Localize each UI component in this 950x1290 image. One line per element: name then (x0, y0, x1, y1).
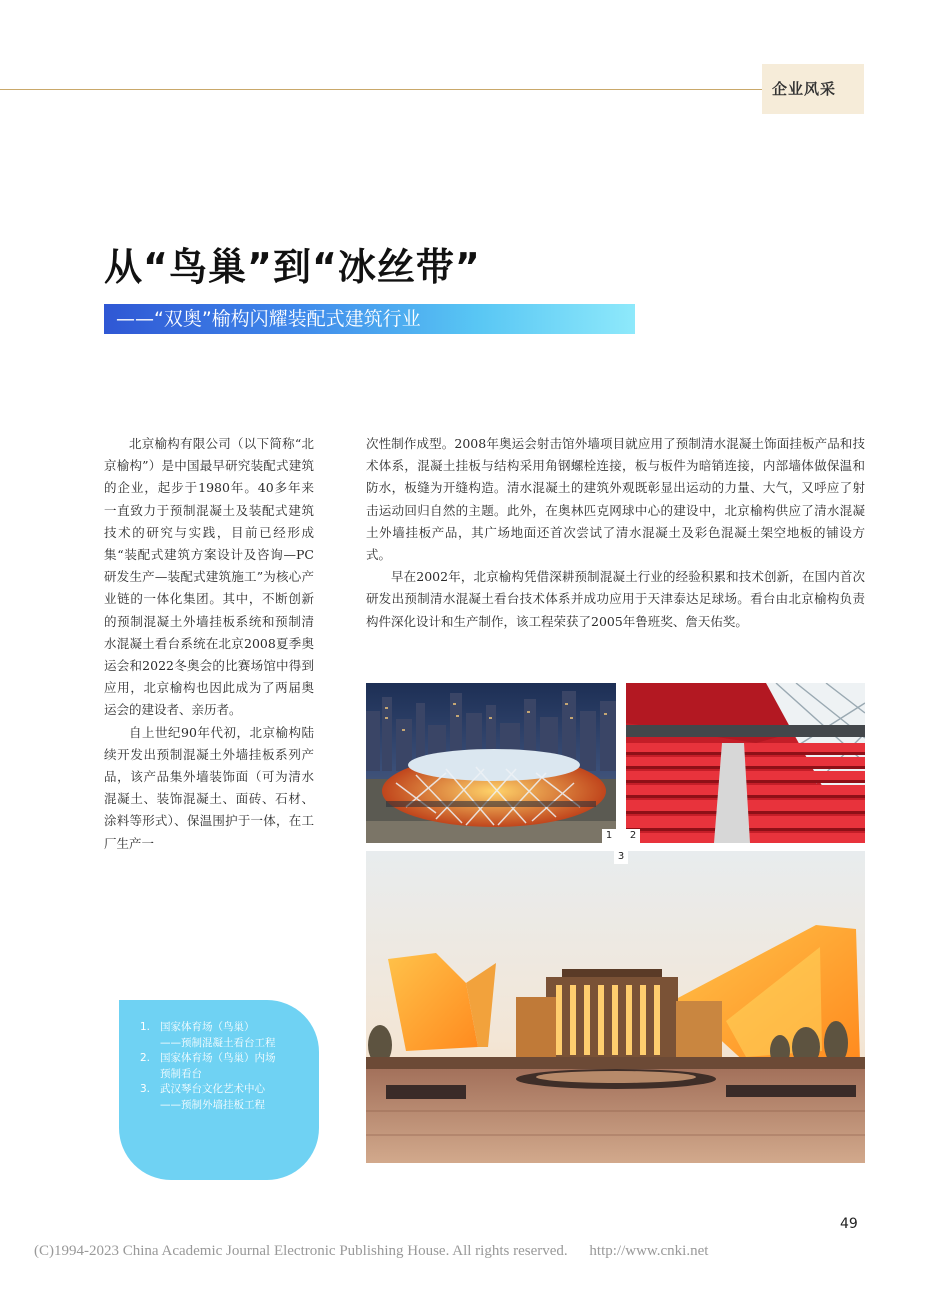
caption-number: 3. (140, 1083, 151, 1095)
photo-label: 1 (602, 829, 616, 843)
article-title: 从“鸟巢”到“冰丝带” (104, 245, 481, 289)
caption-number: 2. (140, 1052, 151, 1064)
photo-birds-nest-interior (626, 683, 865, 843)
caption-item (136, 1051, 314, 1082)
caption-number: 1. (140, 1021, 151, 1033)
caption-item (136, 1020, 314, 1051)
caption-detail: ——预制混凝土看台工程 (160, 1036, 276, 1049)
right-column (366, 433, 865, 633)
photo-label: 2 (626, 829, 640, 843)
caption-detail: ——预制外墙挂板工程 (160, 1098, 265, 1111)
body-paragraph: 次性制作成型。2008年奥运会射击馆外墙项目就应用了预制清水混凝土饰面挂板产品和技术体系，混凝土挂板与结构采用角钢螺栓连接，板与板件为暗销连接，内部墙体做保温和防水，板缝为开缝构造。清水混凝土的建筑外观既彰显出运动的力量、大气，又呼应了射击运动回归自然的主题。此外，在奥林匹克网球中心的建设中，北京榆构供应了清水混凝土外墙挂板产品，其广场地面还首次尝试了清水混凝土及彩色混凝土架空地板的铺设方式。 (366, 436, 865, 563)
footer-url[interactable]: http://www.cnki.net (589, 1243, 709, 1259)
footer (34, 1243, 924, 1260)
left-column (104, 433, 314, 855)
photo-birds-nest-exterior (366, 683, 616, 843)
caption-item (136, 1082, 314, 1113)
body-paragraph: 自上世纪90年代初，北京榆构陆续开发出预制混凝土外墙挂板系列产品，该产品集外墙装饰面（可为清水混凝土、装饰混凝土、面砖、石材、涂料等形式）、保温围护于一体，在工厂生产一 (104, 724, 314, 851)
caption-title: 国家体育场（鸟巢）内场 (160, 1052, 276, 1064)
article-subtitle: ——“双奥”榆构闪耀装配式建筑行业 (116, 308, 421, 330)
photo-qintai-center (366, 851, 865, 1163)
caption-title: 国家体育场（鸟巢） (160, 1021, 255, 1033)
photo-label: 3 (614, 850, 628, 864)
body-paragraph: 早在2002年，北京榆构凭借深耕预制混凝土行业的经验积累和技术创新，在国内首次研发出预制清水混凝土看台技术体系并成功应用于天津泰达足球场。看台由北京榆构负责构件深化设计和生产制作，该工程荣获了2005年鲁班奖、詹天佑奖。 (366, 569, 865, 629)
body-paragraph: 北京榆构有限公司（以下简称“北京榆构”）是中国最早研究装配式建筑的企业，起步于1980年。40多年来一直致力于预制混凝土及装配式建筑技术的研究与实践，目前已经形成集“装配式建筑方案设计及咨询—PC研发生产—装配式建筑施工”为核心产业链的一体化集团。其中，不断创新的预制混凝土外墙挂板系统和预制清水混凝土看台系统在北京2008夏季奥运会和2022冬奥会的比赛场馆中得到应用，北京榆构也因此成为了两届奥运会的建设者、亲历者。 (104, 436, 314, 718)
footer-copyright: (C)1994-2023 China Academic Journal Electronic Publishing House. All rights reserved. (34, 1243, 568, 1259)
header-rule (0, 89, 762, 90)
section-tab: 企业风采 (762, 64, 864, 114)
photo-captions (136, 1020, 314, 1113)
caption-detail: 预制看台 (160, 1067, 202, 1080)
caption-title: 武汉琴台文化艺术中心 (160, 1083, 265, 1095)
page-number: 49 (840, 1216, 858, 1232)
